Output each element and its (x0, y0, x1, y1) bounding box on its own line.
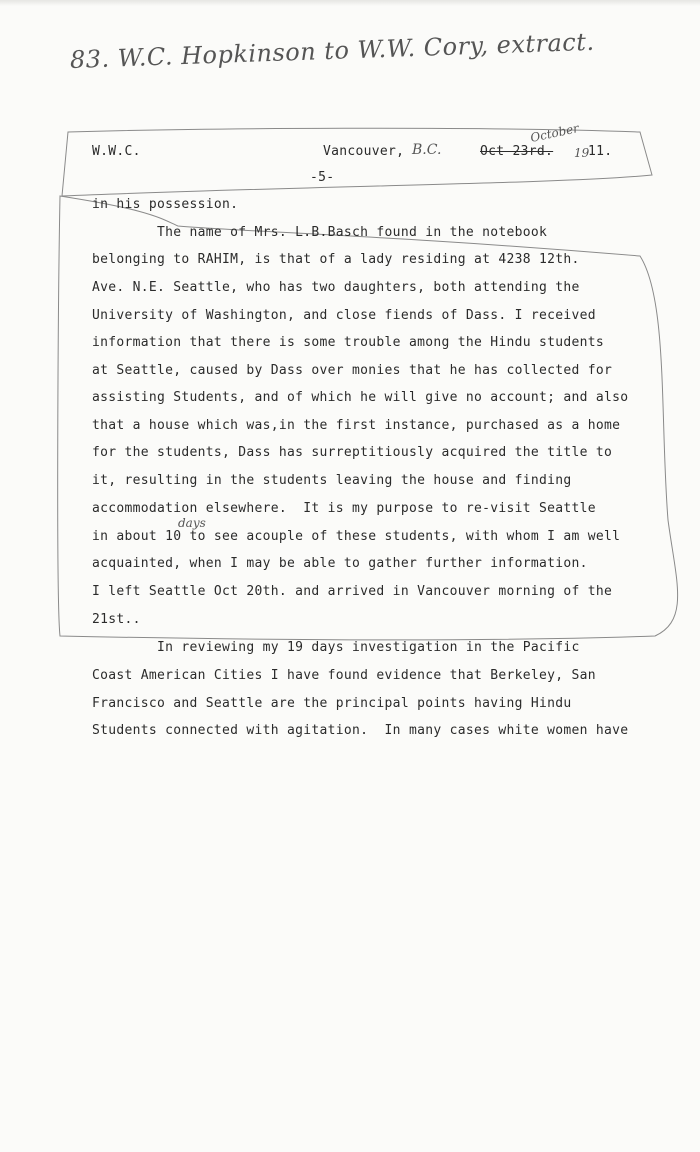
header-date-year-prefix-handwritten: 19 (574, 146, 590, 160)
body-line: The name of Mrs. L.B.Basch found in the notebook (92, 225, 548, 240)
handwritten-heading: 83. W.C. Hopkinson to W.W. Cory, extract. (69, 27, 595, 74)
insertion-days: days (178, 516, 206, 530)
body-line: in his possession. (92, 197, 239, 212)
body-line: that a house which was,in the first instance, purchased as a home (92, 418, 621, 433)
page-number: -5- (310, 170, 335, 185)
body-line: it, resulting in the students leaving the house and finding (92, 473, 572, 488)
header-place-handwritten: B.C. (412, 142, 442, 158)
body-line: I left Seattle Oct 20th. and arrived in Vancouver morning of the (92, 584, 613, 599)
header-initials: W.W.C. (92, 144, 141, 159)
summary-line: Coast American Cities I have found evidence that Berkeley, San (92, 668, 596, 683)
header-date-struck: Oct 23rd. (480, 144, 554, 159)
summary-line: In reviewing my 19 days investigation in the Pacific (92, 640, 580, 655)
body-line: information that there is some trouble among the Hindu students (92, 335, 604, 350)
body-line: at Seattle, caused by Dass over monies that he has collected for (92, 363, 613, 378)
body-line: University of Washington, and close fiends of Dass. I received (92, 308, 596, 323)
header-date-year: 11. (588, 144, 613, 159)
body-line: 21st.. (92, 612, 141, 627)
body-line: in about 10 to see acouple of these students, with whom I am well (92, 529, 621, 544)
body-line: accommodation elsewhere. It is my purpose to re-visit Seattle (92, 501, 596, 516)
body-line: Ave. N.E. Seattle, who has two daughters, both attending the (92, 280, 580, 295)
header-date-month-handwritten: October (529, 121, 581, 145)
header-place: Vancouver, (323, 144, 405, 159)
body-line: assisting Students, and of which he will give no account; and also (92, 390, 629, 405)
body-line: for the students, Dass has surreptitiously acquired the title to (92, 445, 613, 460)
summary-line: Francisco and Seattle are the principal points having Hindu (92, 696, 572, 711)
summary-line: Students connected with agitation. In many cases white women have (92, 723, 629, 738)
body-line: belonging to RAHIM, is that of a lady residing at 4238 12th. (92, 252, 580, 267)
body-line: acquainted, when I may be able to gather further information. (92, 556, 588, 571)
scan-edge (0, 0, 700, 6)
